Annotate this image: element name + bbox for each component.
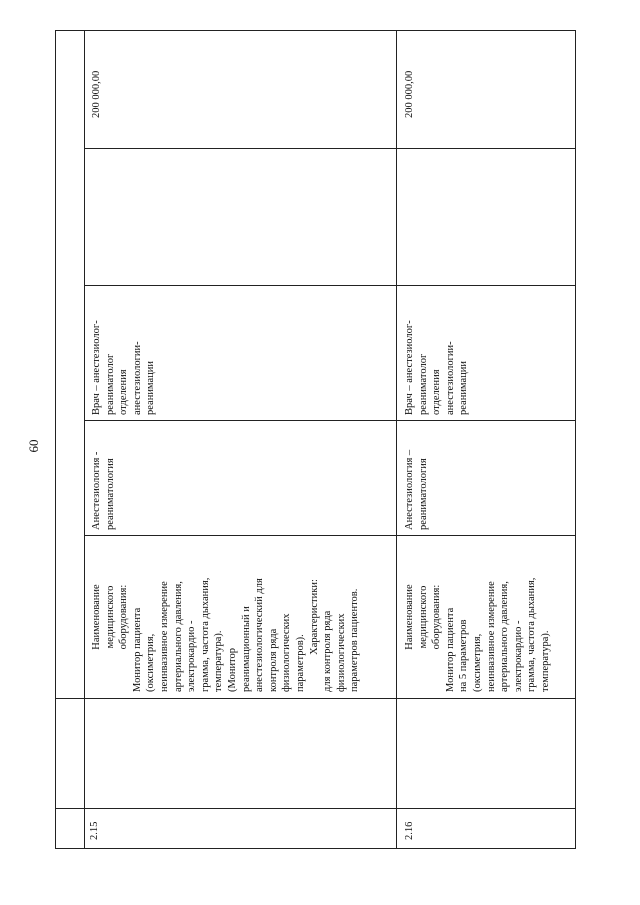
col-divider-empty (84, 285, 576, 286)
table-border-bottom (55, 848, 576, 849)
row-2-15-description: Наименование медицинского оборудования: Монитор пациента (оксиметрия, неинвазивное измерение артериального давления, электрокардио - грамма, частота дыхания, температура). (Монитор реанимационный и анестезиологический для контроля ряда физиологических параметров). Характеристики: для контроля ряда физиологических параметров пациентов. (91, 577, 361, 692)
col-divider-description (55, 698, 576, 699)
row-2-16-price: 200 000,00 (404, 70, 415, 118)
col-divider-position (84, 420, 576, 421)
row-2-15-position: Врач – анестезиолог- реаниматолог отделения анестезиологии- реанимации (91, 320, 157, 415)
page-number: 60 (26, 439, 41, 453)
table-border-top (55, 30, 576, 31)
row-2-16-index: 2.16 (404, 821, 415, 840)
col-divider-price (84, 148, 576, 149)
table-border-far-left (55, 30, 56, 848)
table-row-divider (396, 30, 397, 848)
col-divider-index (55, 808, 576, 809)
row-2-15-index: 2.15 (89, 821, 100, 840)
col-divider-profile (84, 535, 576, 536)
row-2-16-profile: Анестезиология – реаниматология (404, 449, 429, 530)
row-2-15-price: 200 000,00 (91, 70, 102, 118)
row-2-15-profile: Анестезиология - реаниматология (91, 451, 116, 530)
row-2-16-position: Врач – анестезиолог- реаниматолог отделения анестезиологии- реанимации (404, 320, 470, 415)
table-border-right (575, 30, 576, 848)
table-border-left (84, 30, 85, 848)
row-2-16-description: Наименование медицинского оборудования: Монитор пациента на 5 параметров (оксиметрия, неинвазивное измерение артериального давления, электрокардио - грамма, частота дыхания, температура). (404, 577, 551, 692)
